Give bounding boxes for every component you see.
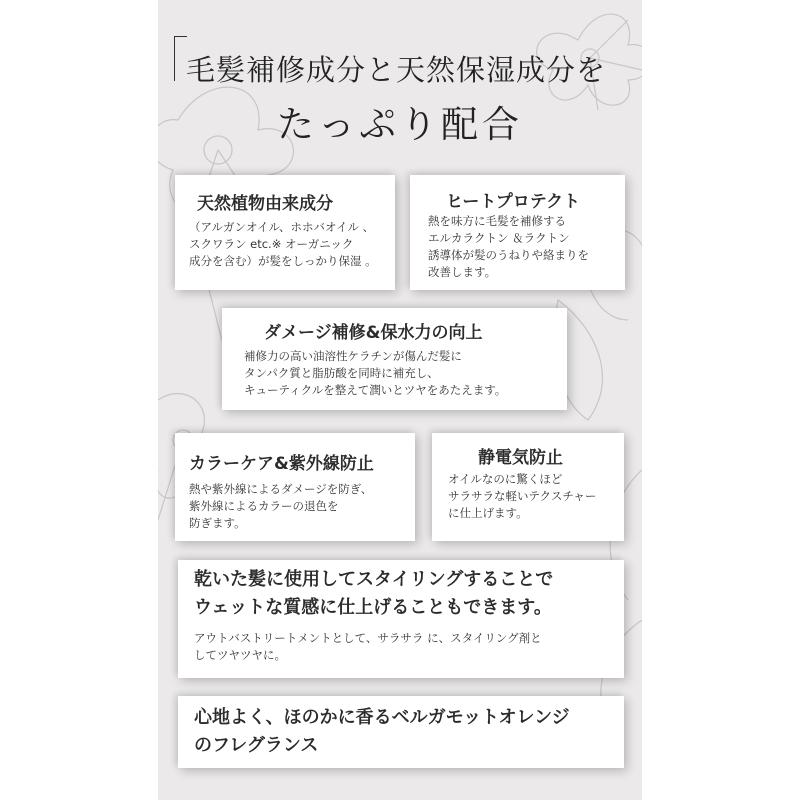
card-body: 熱を味方に毛髪を補修する エルカラクトン ＆ラクトン 誘導体が髪のうねりや絡まりを 改善します。 — [428, 214, 589, 279]
card-body: アウトバストリートメントとして、サラサラ に、スタイリング剤と してツヤツヤに。 — [194, 631, 542, 662]
card-title: 乾いた髪に使用してスタイリングすることで ウェットな質感に仕上げることもできます。 — [194, 569, 554, 618]
card-title: ダメージ補修&保水力の向上 — [264, 323, 483, 343]
card-title: ヒートプロテクト — [446, 192, 581, 212]
card-title: 静電気防止 — [478, 448, 563, 468]
card-body: 補修力の高い油溶性ケラチンが傷んだ髪に タンパク質と脂肪酸を同時に補充し、 キューティクルを整えて潤いとツヤをあたえます。 — [244, 349, 507, 397]
heading-line-2: たっぷり配合 — [277, 103, 523, 146]
card-damage-repair — [222, 308, 567, 410]
card-styling — [178, 560, 624, 678]
card-title: 心地よく、ほのかに香るベルガモットオレンジ のフレグランス — [194, 707, 570, 756]
card-natural-plant — [175, 175, 395, 290]
card-title: カラーケア&紫外線防止 — [189, 454, 374, 474]
card-body: （アルガンオイル、ホホバオイル 、 スクワラン etc.※ オーガニック 成分を含む）が髪をしっかり保湿 。 — [189, 220, 377, 268]
card-color-care — [175, 433, 415, 541]
card-body: 熱や紫外線によるダメージを防ぎ、 紫外線によるカラーの退色を 防ぎます。 — [189, 482, 373, 530]
card-heat-protect — [410, 175, 625, 290]
heading-line-1: 毛髪補修成分と天然保湿成分を — [186, 53, 607, 87]
card-antistatic — [432, 433, 624, 541]
card-fragrance — [178, 696, 624, 768]
card-title: 天然植物由来成分 — [197, 194, 333, 214]
card-body: オイルなのに驚くほど サラサラな軽いテクスチャー に仕上げます。 — [448, 472, 597, 520]
